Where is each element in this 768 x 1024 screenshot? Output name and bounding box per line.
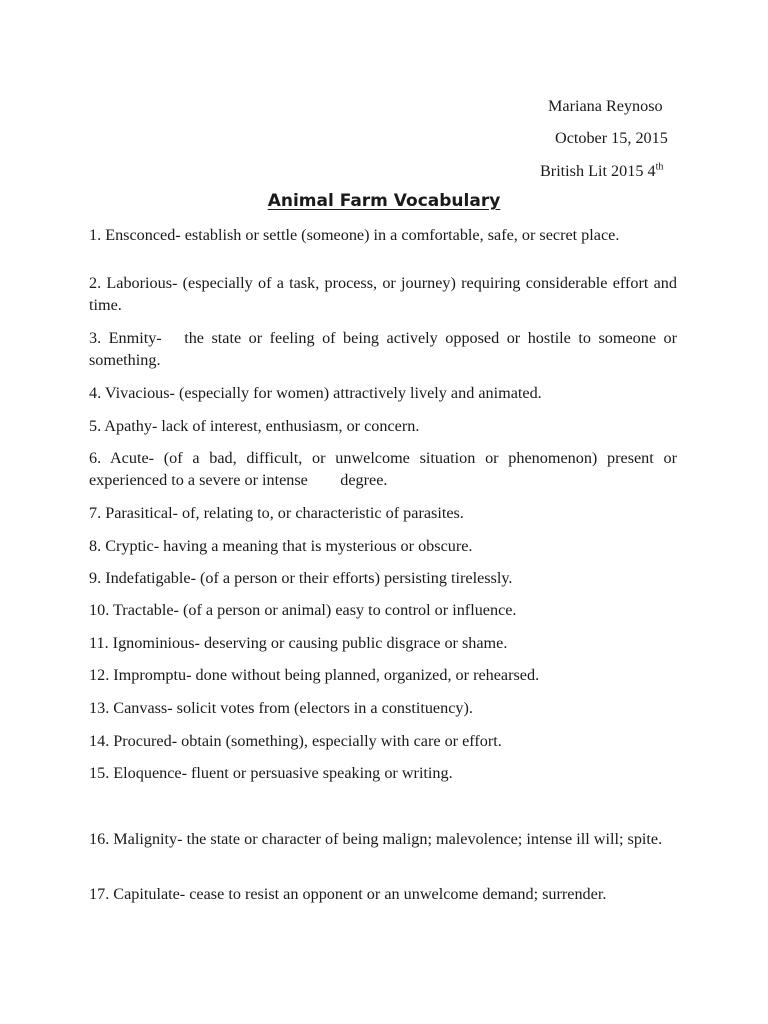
vocab-entry-13: 13. Canvass- solicit votes from (electors in a constituency).: [89, 699, 473, 717]
class-line: [540, 161, 663, 181]
vocab-entry-1: 1. Ensconced- establish or settle (someone) in a comfortable, safe, or secret place.: [89, 226, 620, 244]
vocab-entry-6: 6. Acute- (of a bad, difficult, or unwelcome situation or phenomenon) present or experienced to a severe or intense degree.: [89, 449, 682, 489]
vocab-entry-14: 14. Procured- obtain (something), especially with care or effort.: [89, 732, 502, 750]
vocab-entry-9: 9. Indefatigable- (of a person or their efforts) persisting tirelessly.: [89, 569, 513, 587]
vocab-entry-10: 10. Tractable- (of a person or animal) easy to control or influence.: [89, 601, 517, 619]
vocab-entry-16: 16. Malignity- the state or character of being malign; malevolence; intense ill will; spite.: [89, 830, 663, 848]
vocab-entry-5: 5. Apathy- lack of interest, enthusiasm, or concern.: [89, 417, 420, 435]
class-label: British Lit 2015 4: [540, 162, 656, 180]
vocab-entry-8: 8. Cryptic- having a meaning that is mysterious or obscure.: [89, 537, 473, 555]
vocab-entry-3: 3. Enmity- the state or feeling of being actively opposed or hostile to someone or something.: [89, 329, 682, 369]
vocab-entry-11: 11. Ignominious- deserving or causing public disgrace or shame.: [89, 634, 508, 652]
vocab-entry-17: 17. Capitulate- cease to resist an opponent or an unwelcome demand; surrender.: [89, 885, 607, 903]
page-title: Animal Farm Vocabulary: [267, 191, 501, 211]
vocab-entry-4: 4. Vivacious- (especially for women) attractively lively and animated.: [89, 384, 542, 402]
vocab-entry-2: 2. Laborious- (especially of a task, process, or journey) requiring considerable effort and time.: [89, 274, 682, 314]
vocab-entry-12: 12. Impromptu- done without being planned, organized, or rehearsed.: [89, 666, 540, 684]
class-superscript: th: [655, 161, 664, 173]
vocab-entry-7: 7. Parasitical- of, relating to, or characteristic of parasites.: [89, 504, 464, 522]
student-name: Mariana Reynoso: [548, 97, 663, 115]
vocab-entry-15: 15. Eloquence- fluent or persuasive speaking or writing.: [89, 764, 453, 782]
date-line: October 15, 2015: [555, 129, 668, 147]
